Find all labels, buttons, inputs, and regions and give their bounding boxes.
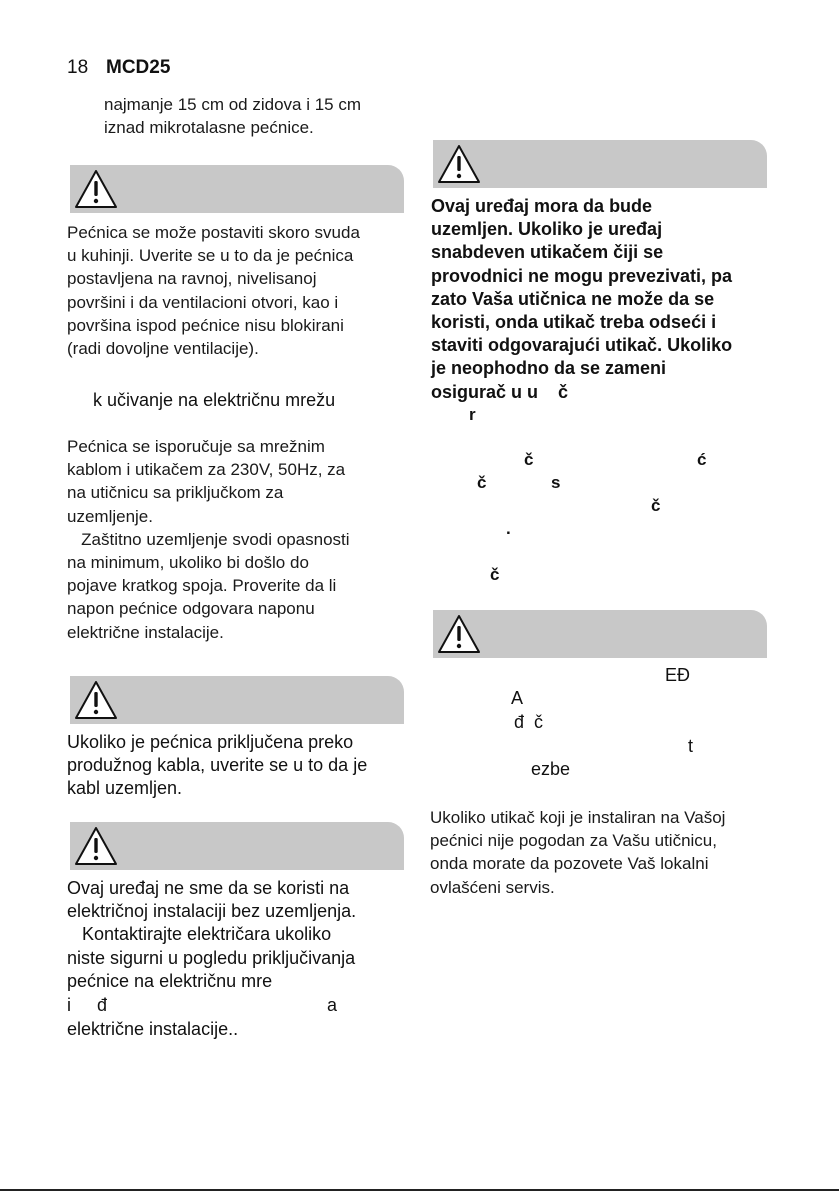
text-line: ovlašćeni servis. [430, 877, 555, 897]
intro-text [104, 93, 361, 139]
text-fragment: . [506, 519, 511, 538]
text-line: najmanje 15 cm od zidova i 15 cm [104, 95, 362, 114]
text-line: Pećnica se može postaviti skoro svuda [67, 223, 360, 242]
text-fragment: đ [97, 995, 108, 1015]
text-fragment: EĐ [665, 665, 691, 685]
text-fragment: i [67, 995, 71, 1015]
text-fragment: A [511, 688, 524, 708]
text-fragment: č [524, 450, 534, 469]
text-line: električne instalacije. [67, 622, 224, 642]
warning-bar-1 [70, 165, 404, 213]
text-line: kablom i utikačem za 230V, 50Hz, za [67, 460, 346, 480]
text-line: Ukoliko je pećnica priključena preko [67, 732, 354, 752]
warning-triangle-icon [74, 169, 118, 209]
text-fragment: č [490, 565, 500, 584]
text-line: (radi dovoljne ventilacije). [67, 339, 259, 359]
text-fragment: s [551, 473, 561, 492]
text-line: produžnog kabla, uverite se u to da je [67, 755, 368, 776]
page-number: 18 [67, 57, 89, 78]
text-line: Ovaj uređaj mora da bude [431, 196, 653, 216]
text-line: Ovaj uređaj ne sme da se koristi na [67, 878, 350, 898]
text-fragment: ć [697, 450, 707, 469]
text-fragment: č [651, 496, 661, 515]
text-line: Pećnica se isporučuje sa mrežnim [67, 437, 325, 456]
earth-warning-paragraph [431, 195, 732, 404]
text-fragment: č [477, 473, 487, 492]
warning-triangle-icon [74, 680, 118, 720]
text-line: pojave kratkog spoja. Proverite da li [67, 576, 337, 596]
text-line: Ukoliko utikač koji je instaliran na Vašoj [430, 808, 726, 827]
text-fragment: r [469, 405, 476, 424]
text-line: onda morate da pozovete Vaš lokalni [430, 854, 709, 874]
text-line: Kontaktirajte električara ukoliko [67, 924, 332, 945]
text-line: provodnici ne mogu prevezivati, pa [431, 265, 733, 286]
text-line: električnoj instalaciji bez uzemljenja. [67, 901, 357, 922]
warning-triangle-icon [74, 826, 118, 866]
text-line: površini i da ventilacioni otvori, kao i [67, 292, 339, 312]
supply-paragraph [67, 435, 350, 644]
warning-triangle-icon [437, 144, 481, 184]
no-grounding-paragraph [67, 877, 356, 993]
text-fragment: a [327, 995, 338, 1015]
text-line: iznad mikrotalasne pećnice. [104, 118, 314, 138]
warning-bar-3 [70, 822, 404, 870]
text-line: pećnice na električnu mre [67, 970, 273, 991]
text-line: zato Vaša utičnica ne može da se [431, 288, 715, 309]
text-line: koristi, onda utikač treba odseći i [431, 312, 717, 333]
text-fragment: t [688, 736, 694, 756]
text-line: na minimum, ukoliko bi došlo do [67, 553, 309, 573]
text-fragment: đ č [514, 712, 544, 732]
placement-paragraph [67, 221, 360, 360]
section-heading: k učivanje na električnu mrežu [93, 390, 336, 410]
text-line: niste sigurni u pogledu priključivanja [67, 947, 356, 968]
extension-cable-paragraph [67, 731, 367, 801]
text-line: Zaštitno uzemljenje svodi opasnosti [67, 529, 350, 549]
plug-paragraph [430, 806, 725, 899]
text-line: u kuhinji. Uverite se u to da je pećnica [67, 246, 354, 266]
text-line: osigurač u u č [431, 381, 569, 402]
text-line: napon pećnice odgovara naponu [67, 599, 315, 619]
text-fragment: ezbe [531, 759, 571, 779]
text-line: uzemljenje. [67, 506, 153, 526]
text-line: postavljena na ravnoj, nivelisanoj [67, 269, 317, 289]
text-line: površina ispod pećnice nisu blokirani [67, 315, 344, 335]
warning-bar-2 [70, 676, 404, 724]
model-name: MCD25 [106, 57, 171, 78]
text-line: električne instalacije.. [67, 1019, 239, 1039]
text-line: pećnici nije pogodan za Vašu utičnicu, [430, 831, 717, 851]
text-line: na utičnicu sa priključkom za [67, 483, 284, 503]
warning-bar-earth [433, 140, 767, 188]
warning-triangle-icon [437, 614, 481, 654]
text-line: uzemljen. Ukoliko je uređaj [431, 219, 663, 240]
text-line: kabl uzemljen. [67, 778, 183, 799]
warning-bar-4 [433, 610, 767, 658]
text-line: snabdeven utikačem čiji se [431, 242, 664, 263]
text-line: staviti odgovarajući utikač. Ukoliko [431, 335, 733, 356]
text-line: je neophodno da se zameni [431, 358, 667, 379]
